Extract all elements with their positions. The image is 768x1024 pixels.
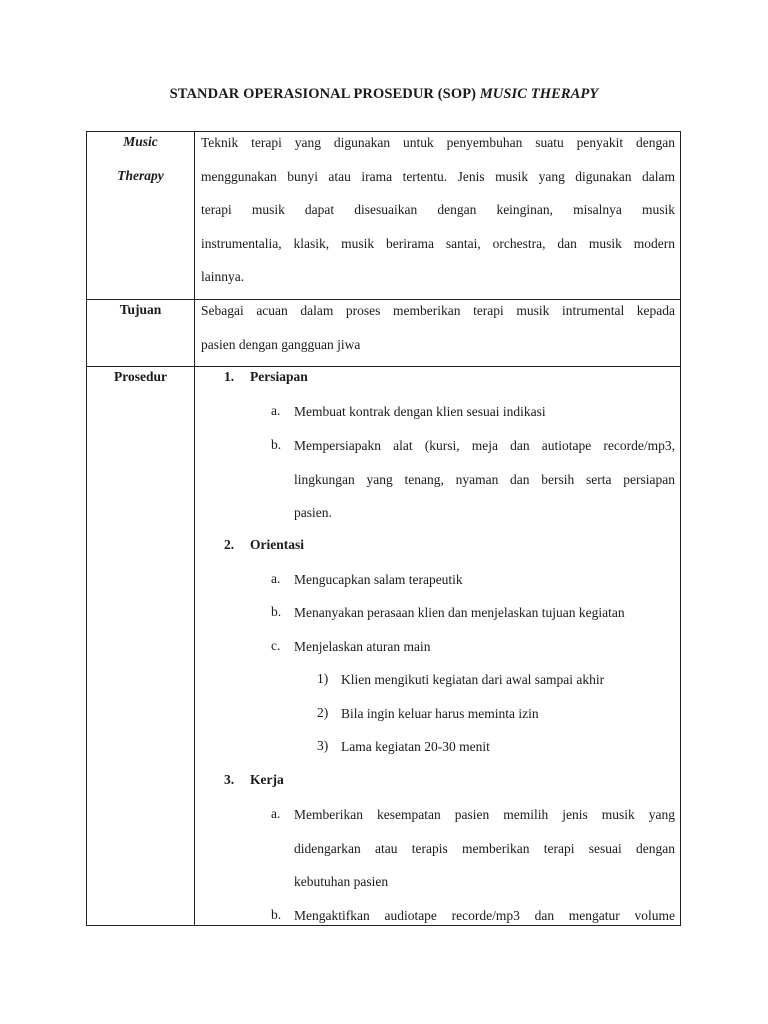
column-divider	[194, 367, 195, 926]
column-divider	[194, 300, 195, 366]
definition-line: menggunakan bunyi atau irama tertentu. Jenis musik yang digunakan dalam	[201, 168, 675, 184]
label-music: Music	[123, 134, 158, 149]
label-therapy: Therapy	[117, 168, 164, 183]
persiapan-item-a: Membuat kontrak dengan klien sesuai indikasi	[294, 404, 546, 419]
tujuan-line: pasien dengan gangguan jiwa	[201, 336, 361, 352]
kerja-item-a: Memberikan kesempatan pasien memilih jenis musik yang didengarkan atau terapis memberikan terapi sesuai dengan kebutuhan pasien	[294, 807, 675, 889]
definition-line: instrumentalia, klasik, musik berirama santai, orchestra, dan musik modern	[201, 235, 675, 251]
item-marker: a.	[271, 806, 281, 821]
subitem-marker: 2)	[317, 705, 329, 720]
item-marker: a.	[271, 403, 281, 418]
definition-line: lainnya.	[201, 269, 245, 284]
section-persiapan: 1. Persiapan	[224, 369, 308, 384]
tujuan-text	[201, 294, 675, 361]
label-prosedur: Prosedur	[114, 369, 167, 384]
definition-text	[201, 131, 675, 294]
aturan-subitem: Klien mengikuti kegiatan dari awal sampai akhir	[341, 672, 605, 687]
aturan-subitem: Lama kegiatan 20-30 menit	[341, 739, 490, 754]
item-marker: b.	[271, 437, 282, 452]
orientasi-item-b: Menanyakan perasaan klien dan menjelaskan tujuan kegiatan	[294, 605, 625, 620]
subitem-marker: 1)	[317, 671, 329, 686]
sop-table	[86, 131, 681, 926]
item-marker: c.	[271, 638, 281, 653]
kerja-item-b: Mengaktifkan audiotape recorde/mp3 dan mengatur volume	[294, 908, 675, 923]
section-kerja: 3. Kerja	[224, 772, 284, 787]
orientasi-item-c: Menjelaskan aturan main	[294, 639, 431, 654]
item-marker: b.	[271, 907, 282, 922]
item-marker: a.	[271, 571, 281, 586]
persiapan-item-b: Mempersiapakn alat (kursi, meja dan autiotape recorde/mp3, lingkungan yang tenang, nyaman dan bersih serta persiapan pasien.	[294, 438, 675, 520]
item-marker: b.	[271, 604, 282, 619]
tujuan-line: Sebagai acuan dalam proses memberikan terapi musik intrumental kepada	[201, 303, 675, 318]
title-italic: MUSIC THERAPY	[479, 86, 599, 102]
orientasi-item-a: Mengucapkan salam terapeutik	[294, 572, 463, 587]
definition-line: terapi musik dapat disesuaikan dengan keinginan, misalnya musik	[201, 202, 675, 217]
aturan-subitem: Bila ingin keluar harus meminta izin	[341, 706, 539, 721]
row-tujuan	[87, 300, 680, 367]
definition-line: Teknik terapi yang digunakan untuk penyembuhan suatu penyakit dengan	[201, 135, 675, 150]
row-music-therapy	[87, 132, 680, 300]
row-prosedur	[87, 367, 680, 926]
subitem-marker: 3)	[317, 738, 329, 753]
section-orientasi: 2. Orientasi	[224, 537, 304, 552]
label-tujuan: Tujuan	[119, 302, 162, 317]
column-divider	[194, 132, 195, 299]
title-main: STANDAR OPERASIONAL PROSEDUR (SOP)	[169, 86, 480, 102]
document-title	[0, 86, 768, 103]
